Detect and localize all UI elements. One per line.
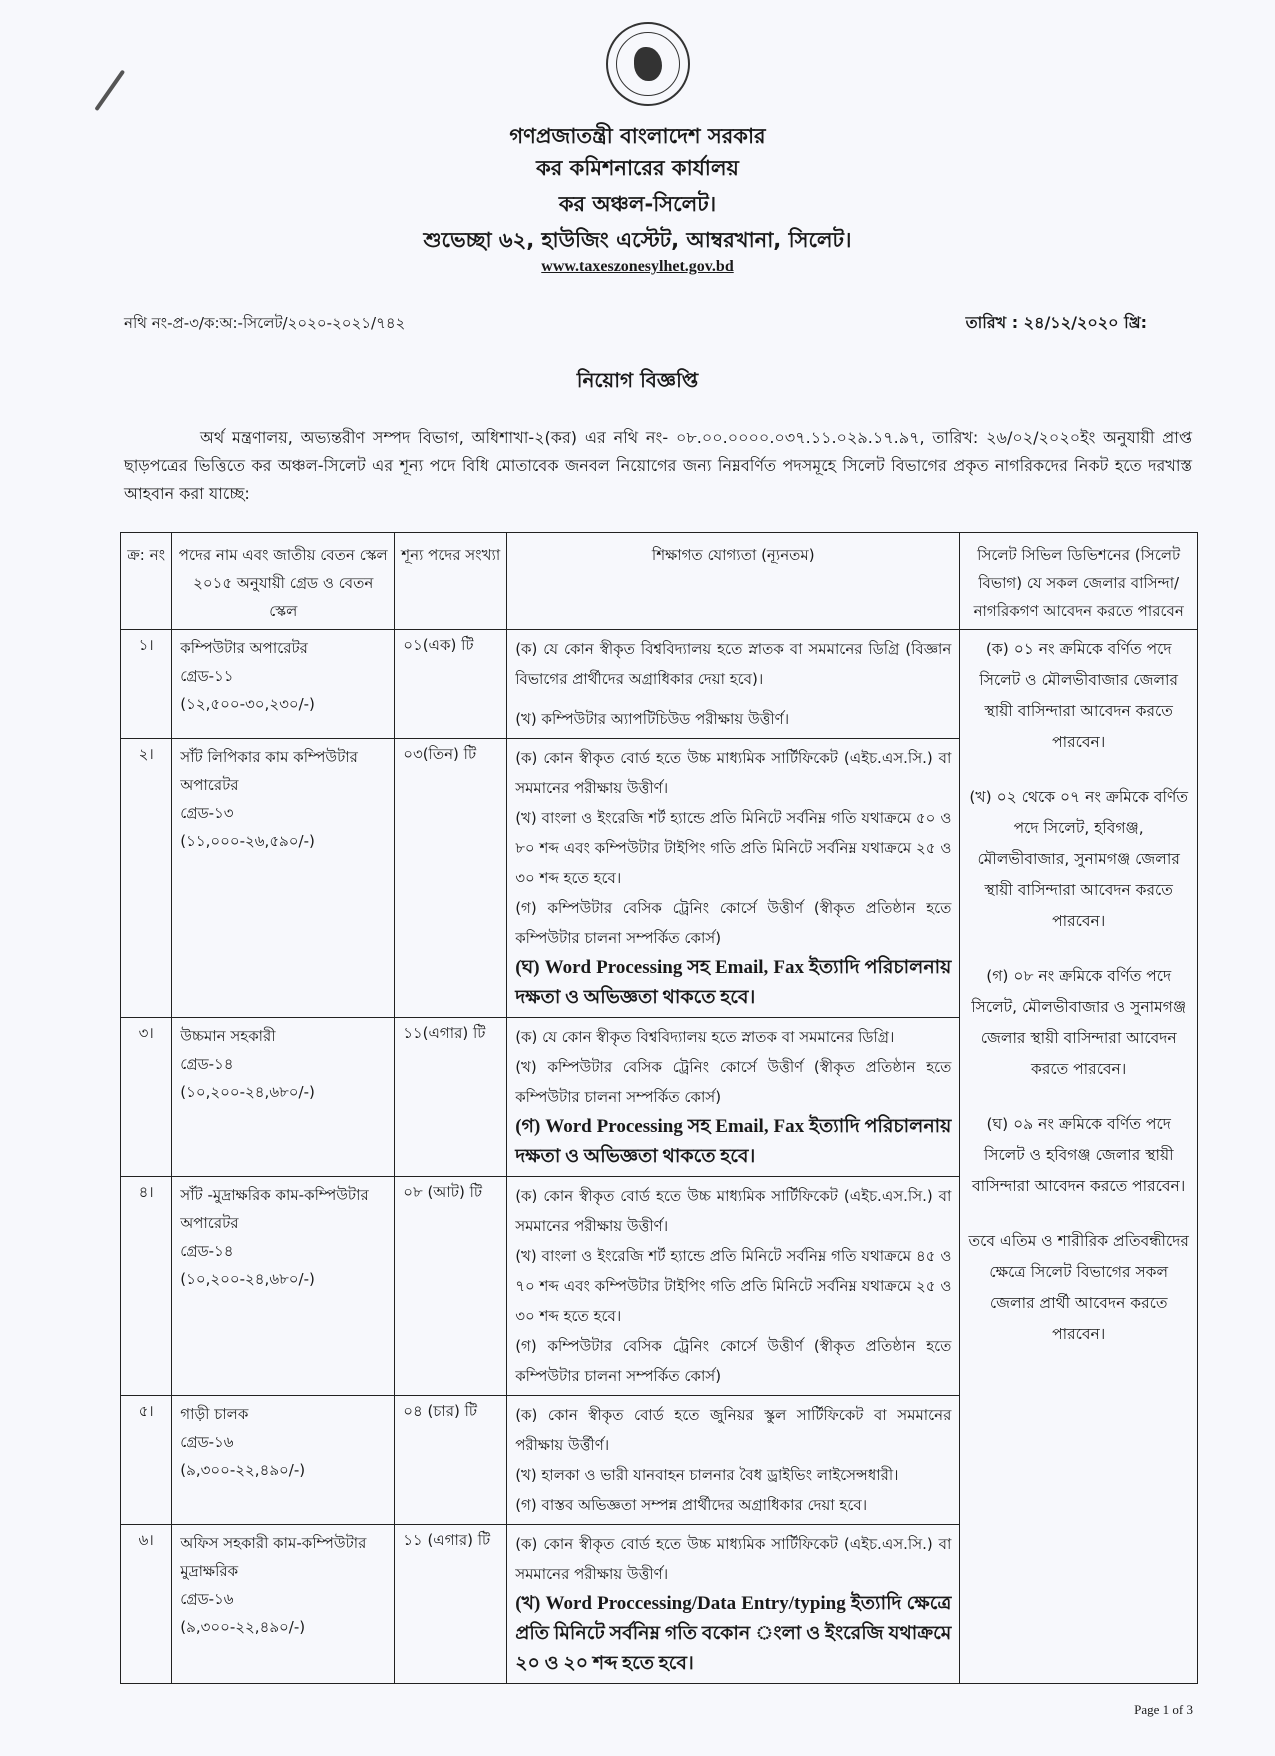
header-area: সিলেট সিভিল ডিভিশনের (সিলেট বিভাগ) যে সকল জেলার বাসিন্দা/নাগরিকগণ আবেদন করতে পারবেন [960, 533, 1198, 630]
header-education: শিক্ষাগত যোগ্যতা (ন্যূনতম) [507, 533, 960, 630]
education-item: (ক) যে কোন স্বীকৃত বিশ্ববিদ্যালয় হতে স্নাতক বা সমমানের ডিগ্রি। [515, 1028, 895, 1046]
row-post [172, 1177, 395, 1396]
row-education [507, 630, 960, 739]
post-name: সাঁট লিপিকার কাম কম্পিউটার অপারেটর [180, 748, 358, 794]
row-post [172, 1018, 395, 1177]
education-item: (ক) কোন স্বীকৃত বোর্ড হতে জুনিয়র স্কুল সার্টিফিকেট বা সমমানের পরীক্ষায় উর্ত্তীর্ণ। [515, 1406, 952, 1454]
post-name: সাঁট -মুদ্রাক্ষরিক কাম-কম্পিউটার অপারেটর [180, 1186, 369, 1232]
row-vacancy: ১১(এগার) টি [395, 1018, 507, 1177]
row-education [507, 1396, 960, 1525]
row-sl: ৩। [121, 1018, 172, 1177]
page-number: Page 1 of 3 [1134, 1702, 1193, 1717]
row-post [172, 1396, 395, 1525]
row-sl: ২। [121, 739, 172, 1018]
row-post [172, 1525, 395, 1684]
header-website-link[interactable]: www.taxeszonesylhet.gov.bd [541, 258, 734, 275]
education-item: (খ) বাংলা ও ইংরেজি শর্ট হ্যান্ডে প্রতি মিনিটে সর্বনিম্ন গতি যথাক্রমে ৪৫ ও ৭০ শব্দ এবং কম্পিউটার টাইপিং গতি প্রতি মিনিটে সর্বনিম্ন যথাক্রমে ২৫ ও ৩০ শব্দ হতে হবে। [515, 1247, 952, 1325]
row-vacancy: ০৮ (আট) টি [395, 1177, 507, 1396]
eligible-area-cell [960, 630, 1198, 1684]
government-seal-icon [606, 22, 690, 106]
area-item: (ক) ০১ নং ক্রমিকে বর্ণিত পদে সিলেট ও মৌলভীবাজার জেলার স্থায়ী বাসিন্দারা আবেদন করতে পারবেন। [979, 640, 1179, 751]
memo-date: তারিখ : ২৪/১২/২০২০ খ্রি: [965, 313, 1147, 332]
post-name: অফিস সহকারী কাম-কম্পিউটার মুদ্রাক্ষরিক [180, 1534, 367, 1580]
row-sl: ৬। [121, 1525, 172, 1684]
education-item: (ক) যে কোন স্বীকৃত বিশ্ববিদ্যালয় হতে স্নাতক বা সমমানের ডিগ্রি (বিজ্ঞান বিভাগের প্রার্থীদের অগ্রাধিকার দেয়া হবে)। [515, 640, 952, 688]
header-zone: কর অঞ্চল-সিলেট। [558, 192, 717, 216]
row-post [172, 630, 395, 739]
post-grade: গ্রেড-১৬ [180, 1433, 234, 1451]
intro-paragraph: অর্থ মন্ত্রণালয়, অভ্যন্তরীণ সম্পদ বিভাগ, অধিশাখা-২(কর) এর নথি নং- ০৮.০০.০০০০.০৩৭.১১.০২৯.১৭.৯৭, তারিখ: ২৬/০২/২০২০ইং অনুযায়ী প্রাপ্ত ছাড়পত্রের ভিত্তিতে কর অঞ্চল-সিলেট এর শূন্য পদে বিধি মোতাবেক জনবল নিয়োগের জন্য নিম্নবর্ণিত পদসমূহে সিলেট বিভাগের প্রকৃত নাগরিকদের নিকট হতে দরখাস্ত আহবান করা যাচ্ছে: [124, 428, 1192, 503]
post-grade: গ্রেড-১৪ [180, 1055, 234, 1073]
education-item: (গ) কম্পিউটার বেসিক ট্রেনিং কোর্সে উত্তীর্ণ (স্বীকৃত প্রতিষ্ঠান হতে কম্পিউটার চালনা সম্পর্কিত কোর্স) [515, 899, 952, 947]
header-office: কর কমিশনারের কার্যালয় [536, 156, 739, 180]
table-row [121, 630, 1198, 739]
post-grade: গ্রেড-১৪ [180, 1242, 234, 1260]
row-vacancy: ০১(এক) টি [395, 630, 507, 739]
education-item: (খ) Word Proccessing/Data Entry/typing ইত্যাদি ক্ষেত্রে প্রতি মিনিটে সর্বনিম্ন গতি বকোন ংলা ও ইংরেজি যথাক্রমে ২০ ও ২০ শব্দ হতে হবে। [515, 1593, 952, 1674]
vacancy-table [120, 532, 1198, 1684]
education-item: (খ) হালকা ও ভারী যানবাহন চালনার বৈধ ড্রাইভিং লাইসেন্সধারী। [515, 1466, 899, 1484]
post-grade: গ্রেড-১৩ [180, 804, 234, 822]
post-scale: (৯,৩০০-২২,৪৯০/-) [180, 1618, 306, 1636]
header-vacancy: শূন্য পদের সংখ্যা [395, 533, 507, 630]
row-sl: ৪। [121, 1177, 172, 1396]
row-education [507, 1018, 960, 1177]
education-item: (খ) বাংলা ও ইংরেজি শর্ট হ্যান্ডে প্রতি মিনিটে সর্বনিম্ন গতি যথাক্রমে ৫০ ও ৮০ শব্দ এবং কম্পিউটার টাইপিং গতি প্রতি মিনিটে সর্বনিম্ন যথাক্রমে ২৫ ও ৩০ শব্দ হতে হবে। [515, 809, 952, 887]
education-item: (খ) কম্পিউটার অ্যাপটিচিউড পরীক্ষায় উত্তীর্ণ। [515, 710, 790, 728]
row-post [172, 739, 395, 1018]
header-government: গণপ্রজাতন্ত্রী বাংলাদেশ সরকার [509, 124, 766, 148]
header-post: পদের নাম এবং জাতীয় বেতন স্কেল ২০১৫ অনুযায়ী গ্রেড ও বেতন স্কেল [172, 533, 395, 630]
post-grade: গ্রেড-১১ [180, 667, 234, 685]
education-item: (গ) Word Processing সহ Email, Fax ইত্যাদি পরিচালনায় দক্ষতা ও অভিজ্ঞতা থাকতে হবে। [515, 1116, 952, 1167]
post-grade: গ্রেড-১৬ [180, 1590, 234, 1608]
post-name: কম্পিউটার অপারেটর [180, 639, 308, 657]
post-scale: (৯,৩০০-২২,৪৯০/-) [180, 1461, 306, 1479]
area-item: (খ) ০২ থেকে ০৭ নং ক্রমিকে বর্ণিত পদে সিলেট, হবিগঞ্জ, মৌলভীবাজার, সুনামগঞ্জ জেলার স্থায়ী বাসিন্দারা আবেদন করতে পারবেন। [969, 788, 1188, 930]
area-item: তবে এতিম ও শারীরিক প্রতিবন্ধীদের ক্ষেত্রে সিলেট বিভাগের সকল জেলার প্রার্থী আবেদন করতে পারবেন। [968, 1232, 1189, 1343]
row-education [507, 739, 960, 1018]
table-header-row [121, 533, 1198, 630]
education-item: (ক) কোন স্বীকৃত বোর্ড হতে উচ্চ মাধ্যমিক সার্টিফিকেট (এইচ.এস.সি.) বা সমমানের পরীক্ষায় উত্তীর্ণ। [515, 1187, 952, 1235]
education-item: (ঘ) Word Processing সহ Email, Fax ইত্যাদি পরিচালনায় দক্ষতা ও অভিজ্ঞতা থাকতে হবে। [515, 957, 952, 1008]
area-item: (গ) ০৮ নং ক্রমিকে বর্ণিত পদে সিলেট, মৌলভীবাজার ও সুনামগঞ্জ জেলার স্থায়ী বাসিন্দারা আবেদন করতে পারবেন। [971, 967, 1187, 1078]
education-item: (ক) কোন স্বীকৃত বোর্ড হতে উচ্চ মাধ্যমিক সার্টিফিকেট (এইচ.এস.সি.) বা সমমানের পরীক্ষায় উত্তীর্ণ। [515, 1535, 952, 1583]
education-item: (খ) কম্পিউটার বেসিক ট্রেনিং কোর্সে উত্তীর্ণ (স্বীকৃত প্রতিষ্ঠান হতে কম্পিউটার চালনা সম্পর্কিত কোর্স) [515, 1058, 952, 1106]
row-education [507, 1525, 960, 1684]
row-vacancy: ০৩(তিন) টি [395, 739, 507, 1018]
header-sl: ক্র: নং [121, 533, 172, 630]
pen-mark [94, 70, 125, 112]
row-vacancy: ০৪ (চার) টি [395, 1396, 507, 1525]
row-vacancy: ১১ (এগার) টি [395, 1525, 507, 1684]
notice-title: নিয়োগ বিজ্ঞপ্তি [576, 368, 699, 392]
row-education [507, 1177, 960, 1396]
post-scale: (১০,২০০-২৪,৬৮০/-) [180, 1083, 315, 1101]
post-scale: (১১,০০০-২৬,৫৯০/-) [180, 832, 315, 850]
area-item: (ঘ) ০৯ নং ক্রমিকে বর্ণিত পদে সিলেট ও হবিগঞ্জ জেলার স্থায়ী বাসিন্দারা আবেদন করতে পারবেন। [972, 1115, 1186, 1195]
post-scale: (১০,২০০-২৪,৬৮০/-) [180, 1270, 315, 1288]
education-item: (গ) কম্পিউটার বেসিক ট্রেনিং কোর্সে উত্তীর্ণ (স্বীকৃত প্রতিষ্ঠান হতে কম্পিউটার চালনা সম্পর্কিত কোর্স) [515, 1337, 952, 1385]
row-sl: ১। [121, 630, 172, 739]
header-address: শুভেচ্ছা ৬২, হাউজিং এস্টেট, আম্বরখানা, সিলেট। [423, 228, 852, 252]
row-sl: ৫। [121, 1396, 172, 1525]
post-scale: (১২,৫০০-৩০,২৩০/-) [180, 695, 315, 713]
education-item: (গ) বাস্তব অভিজ্ঞতা সম্পন্ন প্রার্থীদের অগ্রাধিকার দেয়া হবে। [515, 1496, 868, 1514]
memo-number: নথি নং-প্র-৩/ক:অ:-সিলেট/২০২০-২০২১/৭৪২ [124, 314, 406, 332]
post-name: গাড়ী চালক [180, 1405, 249, 1423]
post-name: উচ্চমান সহকারী [180, 1027, 276, 1045]
education-item: (ক) কোন স্বীকৃত বোর্ড হতে উচ্চ মাধ্যমিক সার্টিফিকেট (এইচ.এস.সি.) বা সমমানের পরীক্ষায় উত্তীর্ণ। [515, 749, 952, 797]
